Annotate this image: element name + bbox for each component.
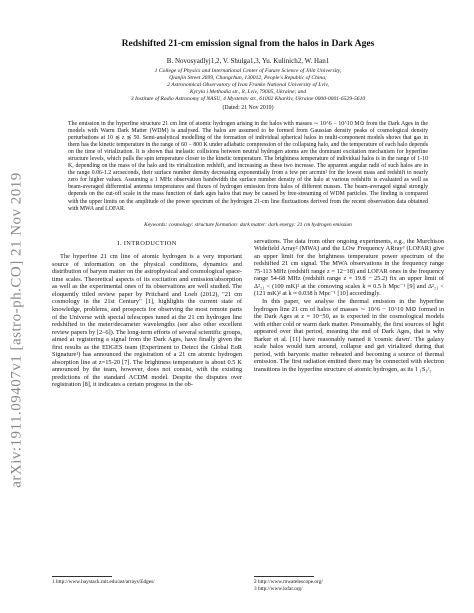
footnotes-left	[52, 576, 242, 586]
body-columns	[52, 238, 444, 389]
section-heading: I. INTRODUCTION	[117, 239, 177, 247]
affiliation-line: 3 Institute of Radio Astronomy of NASU, 4 Mystetstv str., 61002 Kharkiv, Ukraine 0000-0001-6529-5610	[130, 96, 366, 102]
footnote-rule	[254, 576, 314, 577]
affiliation-line: Kyryla i Methodia str., 8, Lviv, 79005, Ukraine; and	[189, 89, 307, 95]
affiliation-line: Qianjin Street 2699, Changchun, 130012, People's Republic of China;	[169, 75, 327, 81]
affiliation-line: 1 College of Physics and International Center of Future Science of Jilin University,	[154, 68, 342, 74]
arxiv-identifier-sidebar	[6, 130, 28, 530]
paper-title: Redshifted 21-cm emission signal from the halos in Dark Ages	[121, 38, 375, 49]
affiliation-line: 2 Astronomical Observatory of Ivan Franko National University of Lviv,	[167, 82, 329, 88]
author-list: B. Novosyadlyj1,2, V. Shulga1,3, Yu. Kulinich2, W. Han1	[166, 57, 330, 65]
body-paragraph: In this paper, we analyse the thermal emission in the hyperfine hydrogen line 21 cm of halos of masses ∼ 10^6 − 10^10 M⊙ formed in the Dark Ages at z = 10−50, as is expected in the cosmological models with either cold or warm dark matter. Presumably, the first sources of light appeared over that period, meaning the end of Dark Ages, that is why Barker et al. [11] have reasonably named it 'cosmic dawn'. The galaxy scale halos would turn around, collapse and get virialized during that period, with baryonic matter reheated and becoming a source of thermal emission. The first radiation emitted there may be connected with electron transitions in the hyperfine structure of atomic hydrogen, as its 1 ₁S₁/₂	[254, 297, 444, 373]
left-column	[52, 238, 242, 389]
arxiv-id-text: arXiv:1911.09407v1 [astro-ph.CO] 21 Nov 2019	[8, 172, 25, 488]
abstract: The emission in the hyperfine structure 21 cm line of atomic hydrogen arising in the halos with masses ∼ 10^6 − 10^10 M⊙ from the Dark Ages in the models with Warm Dark Matter (WDM) is analysed. The halos are assumed to be formed from Gaussian density peaks of cosmological density perturbations at 10 ≲ z ≲ 50. Semi-analytical modelling of the formation of individual spherical halos in multi-component models shows that gas in them has the kinetic temperature in the range of 60 − 800 K under adiabatic compression of the collapsing halo, and the temperature of each halo depends on the time of virialization. It is shown that inelastic collisions between neutral hydrogen atoms are the dominant excitation mechanism for hyperfine structure levels, which pulls the spin temperature closer to the kinetic temperature. The brightness temperature of individual halos is in the range of 1-10 K, depending on the mass of the halo and its virialization redshift, and increasing as these two increase. The apparent angular radii of such halos are in the range 0.06-1.2 arcseconds, their surface number density decreasing exponentially from a few per arcmin² for the lowest mass and redshift to nearly zero for higher values. Assuming a 1 MHz observation bandwidth the surface number density of the halo at various redshifts is evaluated as well as beam-averaged differential antenna temperatures and fluxes of hydrogen emission from halos of different masses. The beam-averaged signal strongly depends on the cut-off scale in the mass function of dark ages halos that may be caused by free-streaming of WDM particles. The finding is compared with the upper limits on the amplitude of the power spectrum of the hydrogen 21-cm line fluctuations derived from the recent observation data obtained with MWA and LOFAR.	[68, 121, 428, 212]
date-line: (Dated: 21 Nov 2019)	[222, 105, 274, 111]
body-paragraph: servations. The data from other ongoing experiments, e.g., the Murchison Widefield Array² (MWA) and the LOw Frequency ARray³ (LOFAR) give an upper limit for the brightness temperature power spectrum of the redshifted 21 cm signal. The MWA observations in the frequency range 75-113 MHz (redshift range z = 12−18) and LOFAR ones in the frequency range 54-68 MHz (redshift range z = 19.8 − 25.2) fix an upper limit of Δ²₂₁ < (100 mK)² at the comoving scales k ≈ 0.5 h Mpc⁻¹ [9] and Δ²₂₁ < (121 mK)² at k ≈ 0.038 h Mpc⁻¹ [10] accordingly.	[254, 237, 444, 298]
affiliations	[52, 68, 444, 103]
footnote-rule	[52, 576, 112, 577]
paper-page	[52, 38, 444, 389]
footnotes-right	[254, 576, 444, 592]
footnote: 3 http://www.lofar.org/	[254, 585, 303, 592]
footnote: 2 http://www.mwatelescope.org/	[254, 579, 323, 585]
keywords: Keywords: cosmology: structure formation: dark matter: dark energy: 21 cm hydrogen emission	[144, 221, 352, 228]
right-column	[254, 238, 444, 389]
footnote: 1 http://www.haystack.mit.edu/ast/arrays/Edges/	[52, 579, 155, 585]
body-paragraph: The hyperfine 21 cm line of atomic hydrogen is a very important source of information on the physical conditions, dynamics and distribution of baryon matter on the astrophysical and cosmological space-time scales. Theoretical aspects of its excitation and emission/absorption as well as the experimental ones of its observations are well studied. The eloquently titled review paper by Pritchard and Loeb (2012), "21 cm cosmology in the 21st Century" [1], highlights the current state of knowledge, problems, and prospects for observing the most remote parts of the Universe with special telescopes tuned at the 21 cm hydrogen line redshifted to the meter/decameter wavelengths (see also other excellent review papers by [2–6]). The long-term efforts of several scientific groups, aimed at registering a signal from the Dark Ages, have finally given the first results as the EDGES team (Experiment to Detect the Global EoR Signature¹) has announced the registration of a 21 cm atomic hydrogen absorption line at z=15-20 [7]. The brightness temperature is about 0.5 K announced by the team, however, does not consist, with the existing predictions of the standard ΛCDM model. Despite the disputes over registration [8], it indicates a certain progress in the ob-	[52, 253, 243, 389]
